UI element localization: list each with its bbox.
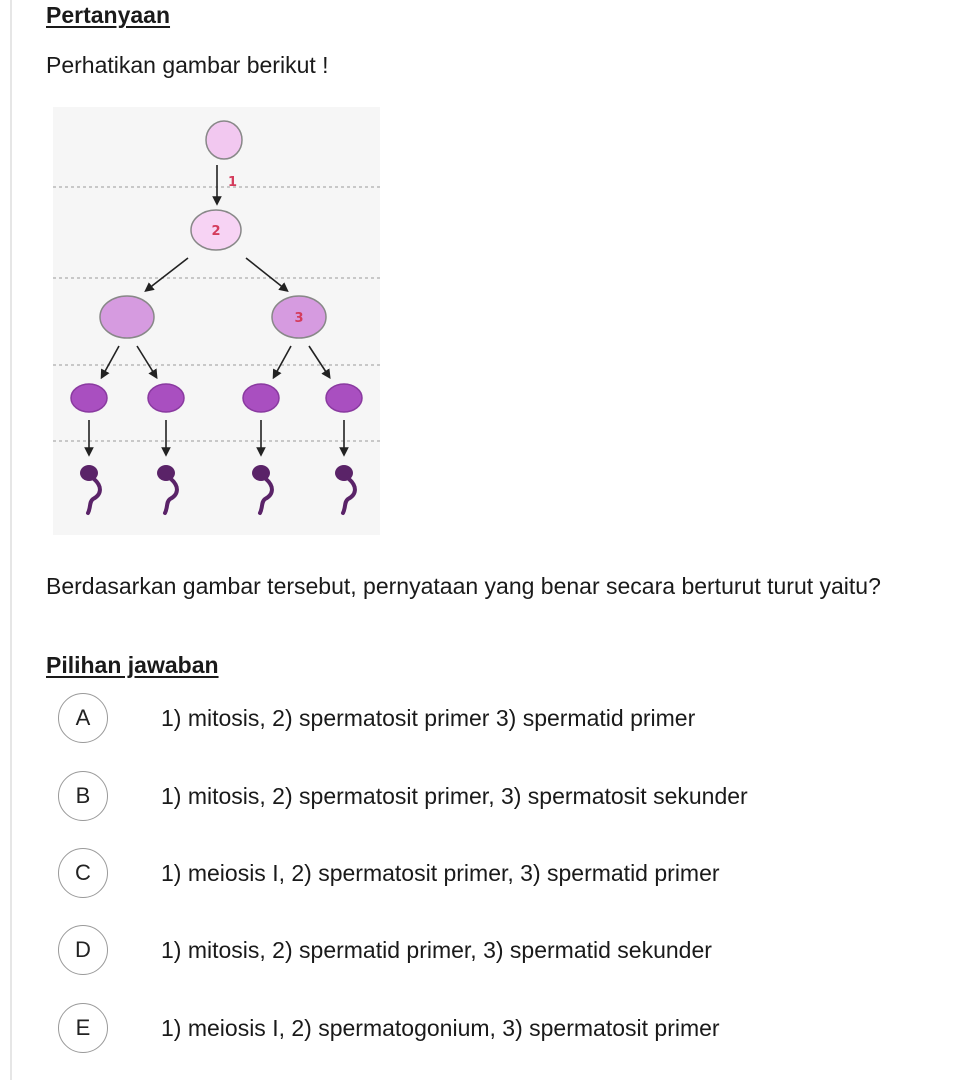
arrow-6 bbox=[275, 346, 291, 375]
spermatid-1 bbox=[71, 384, 107, 412]
spermatid-3 bbox=[243, 384, 279, 412]
spermatid-4 bbox=[326, 384, 362, 412]
question-intro: Perhatikan gambar berikut ! bbox=[46, 52, 329, 78]
answer-option-e[interactable] bbox=[58, 1003, 938, 1053]
answer-option-b[interactable] bbox=[58, 771, 938, 821]
option-text-b[interactable]: 1) mitosis, 2) spermatosit primer, 3) spermatosit sekunder bbox=[161, 783, 748, 809]
option-letter-c[interactable]: C bbox=[58, 848, 108, 898]
left-border bbox=[10, 0, 12, 1080]
sperm-1 bbox=[80, 465, 100, 513]
sperm-4 bbox=[335, 465, 355, 513]
spermatogonium-cell bbox=[206, 121, 242, 159]
spermatogenesis-diagram bbox=[53, 107, 380, 535]
spermatid-2 bbox=[148, 384, 184, 412]
answers-heading: Pilihan jawaban bbox=[46, 652, 219, 678]
arrow-3 bbox=[246, 258, 285, 289]
sperm-2 bbox=[157, 465, 177, 513]
figure-label-2: 2 bbox=[211, 224, 221, 239]
option-letter-e[interactable]: E bbox=[58, 1003, 108, 1053]
option-text-d[interactable]: 1) mitosis, 2) spermatid primer, 3) spermatid sekunder bbox=[161, 937, 712, 963]
option-letter-a[interactable]: A bbox=[58, 693, 108, 743]
option-letter-b[interactable]: B bbox=[58, 771, 108, 821]
arrow-5 bbox=[137, 346, 155, 375]
question-prompt: Berdasarkan gambar tersebut, pernyataan yang benar secara berturut turut yaitu? bbox=[46, 573, 881, 599]
option-text-c[interactable]: 1) meiosis I, 2) spermatosit primer, 3) spermatid primer bbox=[161, 860, 720, 886]
arrow-2 bbox=[148, 258, 188, 289]
spermatogenesis-figure bbox=[53, 107, 380, 535]
option-text-e[interactable]: 1) meiosis I, 2) spermatogonium, 3) spermatosit primer bbox=[161, 1015, 720, 1041]
sperm-cells bbox=[80, 465, 355, 513]
secondary-spermatocyte-left bbox=[100, 296, 154, 338]
arrow-7 bbox=[309, 346, 328, 375]
sperm-3 bbox=[252, 465, 272, 513]
option-letter-d[interactable]: D bbox=[58, 925, 108, 975]
answer-option-d[interactable] bbox=[58, 925, 938, 975]
figure-label-3: 3 bbox=[294, 311, 304, 326]
question-heading: Pertanyaan bbox=[46, 2, 171, 28]
arrow-4 bbox=[103, 346, 119, 375]
option-text-a[interactable]: 1) mitosis, 2) spermatosit primer 3) spermatid primer bbox=[161, 705, 696, 731]
figure-label-1: 1 bbox=[228, 175, 238, 190]
answer-option-c[interactable] bbox=[58, 848, 938, 898]
answer-option-a[interactable] bbox=[58, 693, 938, 743]
